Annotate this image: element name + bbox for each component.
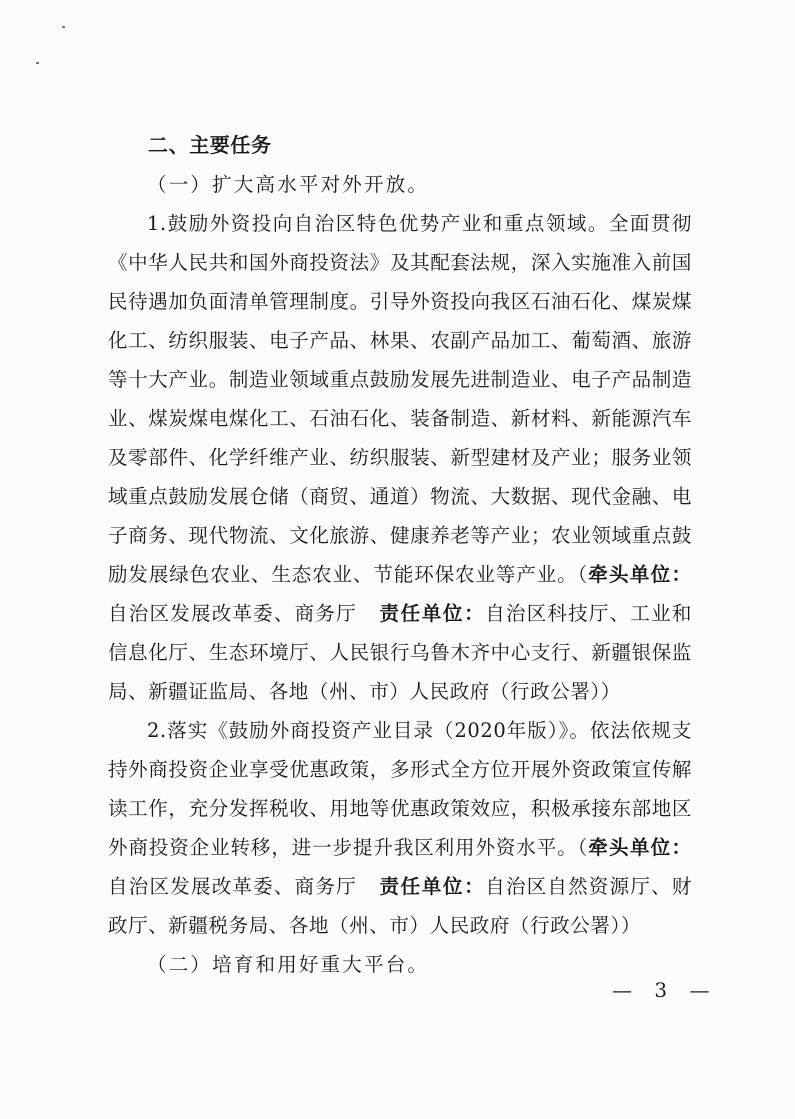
subsection-title: （二）培育和用好重大平台。 [147, 953, 430, 976]
responsible-unit-label: 责任单位： [378, 875, 486, 898]
responsible-units: 自治区科技厅、工业和信息化厅、生态环境厅、人民银行乌鲁木齐中心支行、新疆银保监局、新疆证监局、各地（州、市）人民政府（行政公署）） [108, 602, 692, 703]
task-item-2 [108, 711, 692, 945]
subsection-title: （一）扩大高水平对外开放。 [147, 173, 430, 196]
document-body [108, 126, 692, 984]
lead-units: 自治区发展改革委、商务厅 [108, 875, 357, 898]
task-item-1-text: 1.鼓励外资投向自治区特色优势产业和重点领域。全面贯彻《中华人民共和国外商投资法》及其配套法规，深入实施准入前国民待遇加负面清单管理制度。引导外资投向我区石油石化、煤炭煤化工、纺织服装、电子产品、林果、农副产品加工、葡萄酒、旅游等十大产业。制造业领域重点鼓励发展先进制造业、电子产品制造业、煤炭煤电煤化工、石油石化、装备制造、新材料、新能源汽车及零部件、化学纤维产业、纺织服装、新型建材及产业；服务业领域重点鼓励发展仓储（商贸、通道）物流、大数据、现代金融、电子商务、现代物流、文化旅游、健康养老等产业；农业领域重点鼓励发展绿色农业、生态农业、节能环保农业等产业。（ [108, 212, 692, 586]
section-heading: 二、主要任务 [148, 133, 272, 157]
lead-units: 自治区发展改革委、商务厅 [108, 602, 357, 625]
task-item-1 [108, 204, 692, 711]
scan-speck [62, 26, 65, 28]
lead-unit-label: 牵头单位： [588, 836, 692, 859]
task-item-2-text: 2.落实《鼓励外商投资产业目录（2020年版）》。依法依规支持外商投资企业享受优惠政策，多形式全方位开展外资政策宣传解读工作，充分发挥税收、用地等优惠政策效应，积极承接东部地区外商投资企业转移，进一步提升我区利用外资水平。（ [108, 719, 692, 859]
responsible-unit-label: 责任单位： [378, 602, 486, 625]
lead-unit-label: 牵头单位： [588, 563, 692, 586]
page-number: — 3 — [612, 978, 718, 1002]
scan-speck [36, 62, 39, 64]
responsible-units: 自治区自然资源厅、财政厅、新疆税务局、各地（州、市）人民政府（行政公署）） [108, 875, 692, 937]
